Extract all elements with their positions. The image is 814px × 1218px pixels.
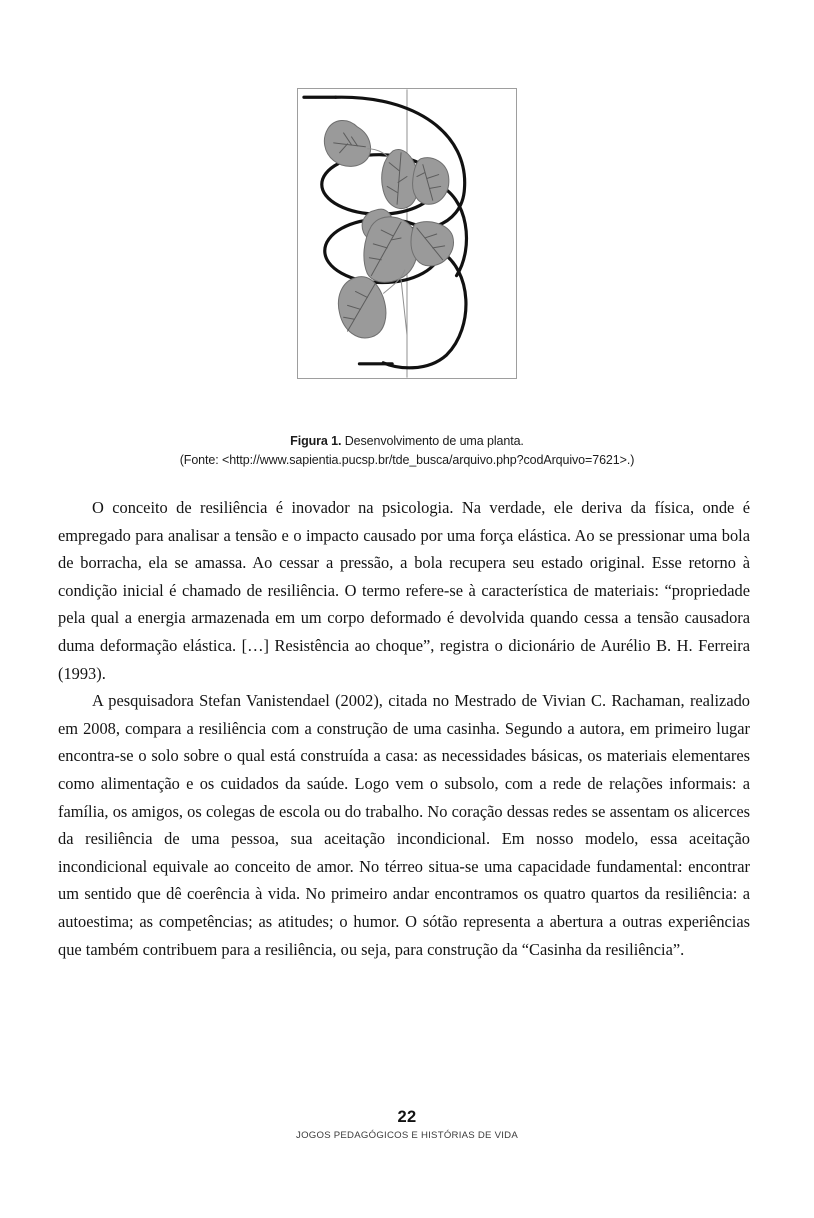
figure-caption-label: Figura 1.: [290, 434, 342, 448]
body-text: [58, 494, 750, 963]
paragraph-1: O conceito de resiliência é inovador na psicologia. Na verdade, ele deriva da física, onde é empregado para analisar a tensão e o impacto causado por uma força elástica. Ao se pressionar uma bola de borracha, ela se amassa. Ao cessar a pressão, a bola recupera seu estado original. Esse retorno à condição inicial é chamado de resiliência. O termo refere-se à característica de materiais: “propriedade pela qual a energia armazenada em um corpo deformado é devolvida quando cessa a tensão causadora duma deformação elástica. […] Resistência ao choque”, registra o dicionário de Aurélio B. H. Ferreira (1993).: [58, 498, 750, 683]
figure-caption-line: [0, 432, 814, 451]
leaf-center-large: [364, 217, 418, 282]
page-number: 22: [397, 1108, 417, 1126]
figure-caption-text: Desenvolvimento de uma planta.: [341, 434, 524, 448]
figure-block: [0, 88, 814, 379]
paragraph-2: A pesquisadora Stefan Vanistendael (2002), citada no Mestrado de Vivian C. Rachaman, realizado em 2008, compara a resiliência com a construção de uma casinha. Segundo a autora, em primeiro lugar encontra-se o solo sobre o qual está construída a casa: as necessidades básicas, os materiais elementares como alimentação e os cuidados da saúde. Logo vem o subsolo, com a rede de relações informais: a família, os amigos, os colegas de escola ou do trabalho. No coração dessas redes se assentam os alicerces da resiliência de uma pessoa, sua aceitação incondicional. Em nosso modelo, essa aceitação incondicional equivale ao conceito de amor. No térreo situa-se uma capacidade fundamental: encontrar um sentido que dê coerência à vida. No primeiro andar encontramos os quatro quartos da resiliência: a autoestima; as competências; as atitudes; o humor. O sótão representa a abertura a outras experiências que também contribuem para a resiliência, ou seja, para construção da “Casinha da resiliência”.: [58, 691, 750, 959]
plant-development-illustration: [298, 89, 516, 378]
figure-source-line: (Fonte: <http://www.sapientia.pucsp.br/tde_busca/arquivo.php?codArquivo=7621>.): [179, 453, 635, 468]
footer-book-title: JOGOS PEDAGÓGICOS E HISTÓRIAS DE VIDA: [296, 1130, 518, 1141]
figure-caption: [0, 432, 814, 471]
leaf-group: [324, 120, 453, 337]
figure-image-frame: [297, 88, 517, 379]
leaf-center-right: [411, 222, 453, 266]
leaf-petiole-lower: [401, 280, 407, 335]
page-footer: [0, 1108, 814, 1141]
leaf-upper-right: [413, 158, 449, 205]
